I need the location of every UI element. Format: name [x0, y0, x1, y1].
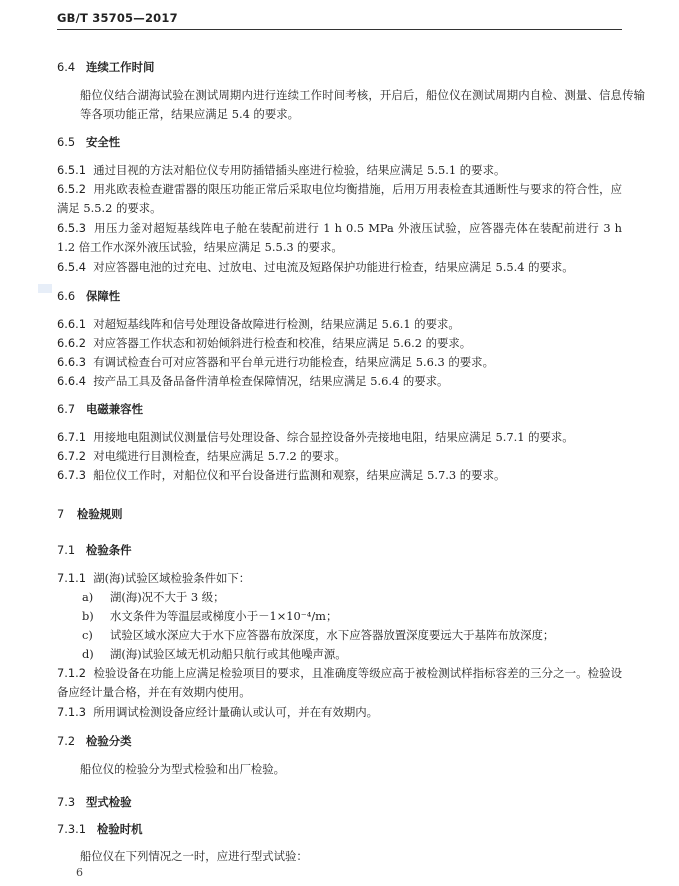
paragraph-7-2: 船位仪的检验分为型式检验和出厂检验。	[80, 762, 286, 776]
page-number: 6	[76, 866, 83, 879]
standard-code-header: GB/T 35705—2017	[57, 11, 178, 25]
clause-6-6-2: 6.6.2 对应答器工作状态和初始倾斜进行检查和校准，结果应满足 5.6.2 的要求。	[57, 336, 472, 350]
heading-7-1: 7.1 检验条件	[57, 543, 132, 557]
margin-mark	[38, 284, 52, 293]
list-item-d: d) 湖(海)试验区域无机动船只航行或其他噪声源。	[82, 647, 347, 661]
heading-6-4: 6.4 连续工作时间	[57, 60, 155, 74]
clause-6-5-4: 6.5.4 对应答器电池的过充电、过放电、过电流及短路保护功能进行检查，结果应满足 5.5.4 的要求。	[57, 260, 574, 274]
heading-7-2: 7.2 检验分类	[57, 734, 132, 748]
clause-6-6-3: 6.6.3 有调试检查台可对应答器和平台单元进行功能检查，结果应满足 5.6.3 的要求。	[57, 355, 494, 369]
heading-6-7: 6.7 电磁兼容性	[57, 402, 143, 416]
clause-6-6-1: 6.6.1 对超短基线阵和信号处理设备故障进行检测，结果应满足 5.6.1 的要求。	[57, 317, 460, 331]
clause-6-5-2: 6.5.2 用兆欧表检查避雷器的限压功能正常后采取电位均衡措施，后用万用表检查其通断性与要求的符合性，应满足 5.5.2 的要求。	[57, 182, 622, 215]
clause-7-1-1: 7.1.1 湖(海)试验区域检验条件如下：	[57, 571, 251, 585]
clause-6-7-3: 6.7.3 船位仪工作时，对船位仪和平台设备进行监测和观察，结果应满足 5.7.3 的要求。	[57, 468, 506, 482]
paragraph-7-3-1: 船位仪在下列情况之一时，应进行型式试验：	[80, 849, 308, 863]
list-item-c: c) 试验区域水深应大于水下应答器布放深度，水下应答器放置深度要远大于基阵布放深度；	[82, 628, 555, 642]
clause-6-7-2: 6.7.2 对电缆进行目测检查，结果应满足 5.7.2 的要求。	[57, 449, 346, 463]
heading-7-3: 7.3 型式检验	[57, 795, 132, 809]
heading-7-3-1: 7.3.1 检验时机	[57, 822, 143, 836]
clause-6-7-1: 6.7.1 用接地电阻测试仪测量信号处理设备、综合显控设备外壳接地电阻，结果应满足 5.7.1 的要求。	[57, 430, 574, 444]
clause-7-1-3: 7.1.3 所用调试检测设备应经计量确认或认可，并在有效期内。	[57, 705, 379, 719]
list-item-b: b) 水文条件为等温层或梯度小于－1×10⁻⁴/m；	[82, 609, 338, 623]
heading-6-5: 6.5 安全性	[57, 135, 121, 149]
heading-6-6: 6.6 保障性	[57, 289, 121, 303]
clause-7-1-2: 7.1.2 检验设备在功能上应满足检验项目的要求，且准确度等级应高于被检测试样指标容差的三分之一。检验设备应经计量合格，并在有效期内使用。	[57, 666, 622, 699]
clause-6-6-4: 6.6.4 按产品工具及备品备件清单检查保障情况，结果应满足 5.6.4 的要求。	[57, 374, 449, 388]
clause-6-5-3: 6.5.3 用压力釜对超短基线阵电子舱在装配前进行 1 h 0.5 MPa 外液压试验，应答器壳体在装配前进行 3 h 1.2 倍工作水深外液压试验，结果应满足 5.5.3 的要求。	[57, 221, 622, 254]
paragraph-6-4: 船位仪结合湖海试验在测试周期内进行连续工作时间考核，开启后，船位仪在测试周期内自检、测量、信息传输等各项功能正常，结果应满足 5.4 的要求。	[80, 88, 645, 121]
list-item-a: a) 湖(海)况不大于 3 级；	[82, 590, 225, 604]
clause-6-5-1: 6.5.1 通过目视的方法对船位仪专用防插错插头座进行检验，结果应满足 5.5.1 的要求。	[57, 163, 506, 177]
header-rule	[57, 29, 622, 30]
heading-7: 7 检验规则	[57, 507, 123, 521]
